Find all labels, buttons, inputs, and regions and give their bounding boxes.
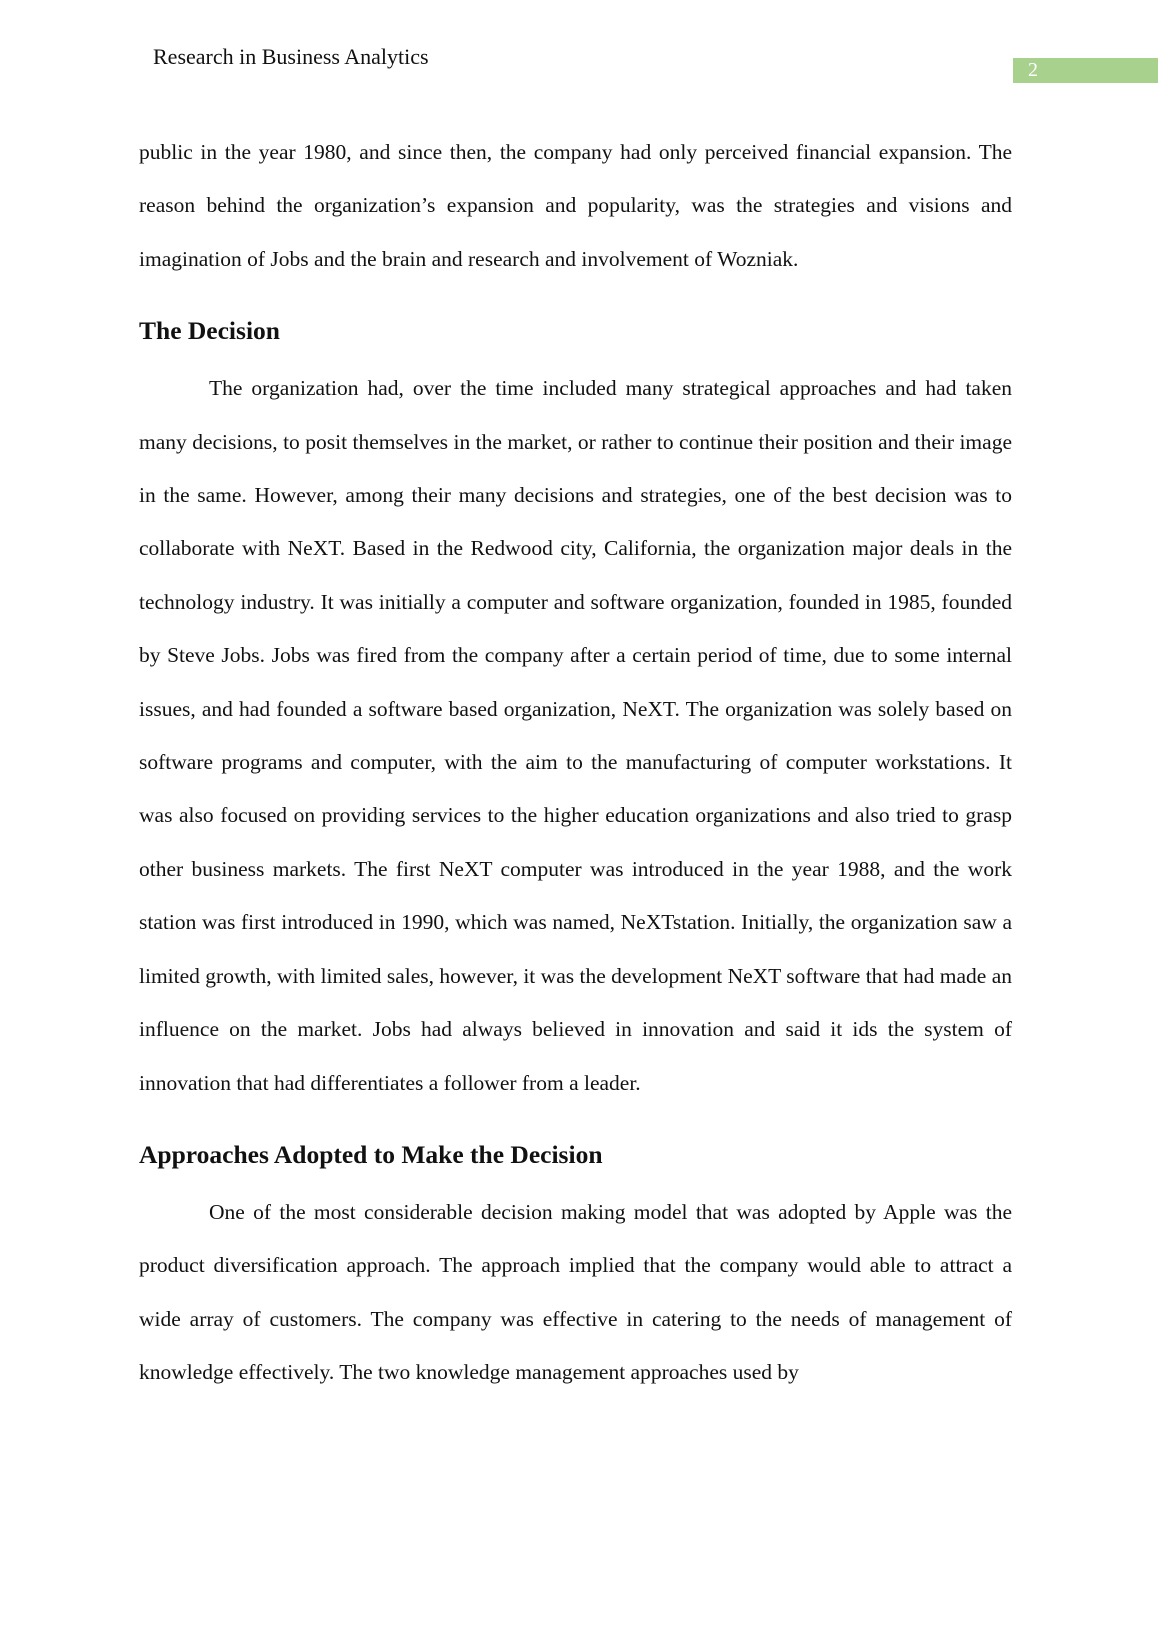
page-number: 2 [1028,59,1038,81]
page-number-badge [1013,58,1158,83]
document-body [139,126,1012,1400]
intro-paragraph: public in the year 1980, and since then, the company had only perceived financial expansion. The reason behind the organization’s expansion and popularity, was the strategies and visions and imagination of Jobs and the brain and research and involvement of Wozniak. [139,140,1012,271]
approaches-paragraph: One of the most considerable decision making model that was adopted by Apple was the product diversification approach. The approach implied that the company would able to attract a wide array of customers. The company was effective in catering to the needs of management of knowledge effectively. The two knowledge management approaches used by [139,1199,1012,1385]
section-heading-decision: The Decision [139,316,280,346]
section-heading-approaches: Approaches Adopted to Make the Decision [139,1139,603,1169]
running-head-title: Research in Business Analytics [153,44,429,69]
decision-paragraph: The organization had, over the time included many strategical approaches and had taken many decisions, to posit themselves in the market, or rather to continue their position and their image in the same. However, among their many decisions and strategies, one of the best decision was to collaborate with NeXT. Based in the Redwood city, California, the organization major deals in the technology industry. It was initially a computer and software organization, founded in 1985, founded by Steve Jobs. Jobs was fired from the company after a certain period of time, due to some internal issues, and had founded a software based organization, NeXT. The organization was solely based on software programs and computer, with the aim to the manufacturing of computer workstations. It was also focused on providing services to the higher education organizations and also tried to grasp other business markets. The first NeXT computer was introduced in the year 1988, and the work station was first introduced in 1990, which was named, NeXTstation. Initially, the organization saw a limited growth, with limited sales, however, it was the development NeXT software that had made an influence on the market. Jobs had always believed in innovation and said it ids the system of innovation that had differentiates a follower from a leader. [139,376,1012,1095]
